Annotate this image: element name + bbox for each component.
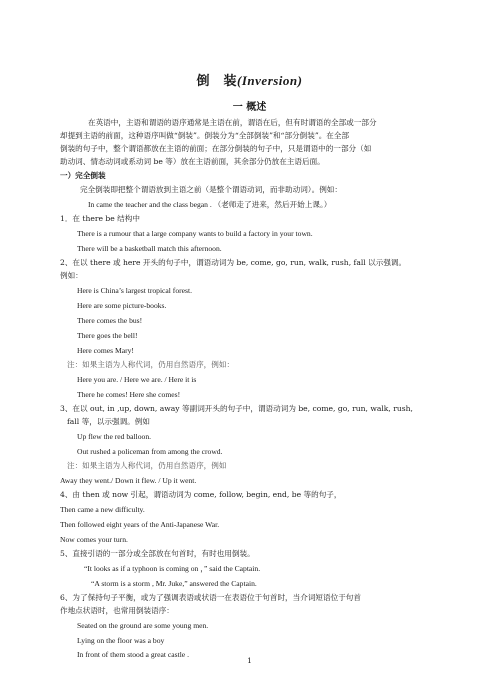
example-line: In front of them stood a great castle . — [77, 650, 189, 659]
note-line: 注：如果主语为人称代词，仍用自然语序，例如 — [67, 461, 227, 470]
paragraph-line: 在英语中，主语和谓语的语序通常是主语在前，谓语在后，但有时谓语的全部或一部分 — [88, 118, 377, 127]
paragraph-line: 完全倒装即把整个谓语放到主语之前（是整个谓语动词，而非助动词）。例如： — [80, 185, 342, 194]
example-line: Up flew the red balloon. — [77, 432, 152, 441]
section-heading-overview: 一 概述 — [232, 102, 267, 113]
rule-heading: 3、在以 out, in ,up, down, away 等副词开头的句子中，谓语动词为 be, come, go, run, walk, rush, — [60, 404, 413, 413]
paragraph-line: 倒装的句子中，整个谓语都放在主语的前面；在部分倒装的句子中，只是谓语中的一部分（如 — [60, 144, 372, 153]
subheading-full-inversion: 一）完全倒装 — [60, 171, 106, 180]
page-number: 1 — [247, 656, 252, 665]
example-line: Here is China’s largest tropical forest. — [77, 286, 192, 295]
rule-heading: 4、由 then 或 now 引起，谓语动词为 come, follow, begin, end, be 等的句子， — [60, 490, 342, 499]
example-line: Then followed eight years of the Anti-Japanese War. — [60, 520, 220, 529]
rule-heading: 2、在以 there 或 here 开头的句子中，谓语动词为 be, come, go, run, walk, rush, fall 以示强调。 — [60, 258, 407, 267]
example-line: There comes the bus! — [77, 316, 143, 325]
example-line: Lying on the floor was a boy — [77, 636, 165, 645]
example-line: In came the teacher and the class began . （老师走了进来，然后开始上课。） — [88, 200, 332, 209]
paragraph-line: 作地点状语时，也常用倒装语序： — [60, 606, 174, 615]
example-line: Then came a new difficulty. — [60, 505, 145, 514]
example-line: “A storm is a storm , Mr. Juke,” answered the Captain. — [91, 579, 257, 588]
example-line: There is a rumour that a large company wants to build a factory in your town. — [77, 229, 313, 238]
example-line: Seated on the ground are some young men. — [77, 621, 209, 630]
document-title — [0, 70, 499, 89]
note-line: 注：如果主语为人称代词，仍用自然语序，例如： — [67, 360, 235, 369]
example-line: There he comes! Here she comes! — [77, 390, 181, 399]
example-line: Here you are. / Here we are. / Here it is — [77, 375, 197, 384]
rule-heading: 1．在 there be 结构中 — [60, 214, 140, 223]
rule-heading: 5、直接引语的一部分或全部放在句首时，有时也用倒装。 — [60, 549, 255, 558]
paragraph-line: 助动词、情态动词或系动词 be 等）放在主语前面，其余部分仍放在主语后面。 — [60, 157, 325, 166]
example-line: Now comes your turn. — [60, 535, 128, 544]
rule-heading: 6、为了保持句子平衡，或为了强调表语或状语一在表语位于句首时，当介词短语位于句首 — [60, 593, 361, 602]
example-line: “It looks as if a typhoon is coming on ，” said the Captain. — [84, 564, 261, 573]
example-line: There goes the bell! — [77, 331, 138, 340]
example-line: Here comes Mary! — [77, 346, 134, 355]
example-line: Out rushed a policeman from among the crowd. — [77, 447, 223, 456]
example-line: Here are some picture-books. — [77, 301, 167, 310]
paragraph-line: 例如： — [60, 271, 83, 280]
example-line: Away they went./ Down it flew. / Up it went. — [60, 476, 197, 485]
title-cn: 倒 装 — [196, 74, 238, 89]
example-line: There will be a basketball match this afternoon. — [77, 244, 222, 253]
paragraph-line: fall 等，以示强调。例如 — [67, 417, 150, 426]
title-en: (Inversion) — [237, 73, 303, 88]
paragraph-line: 却提到主语的前面，这种语序叫做“倒装”。倒装分为“全部倒装”和“部分倒装”。在全部 — [60, 131, 350, 140]
